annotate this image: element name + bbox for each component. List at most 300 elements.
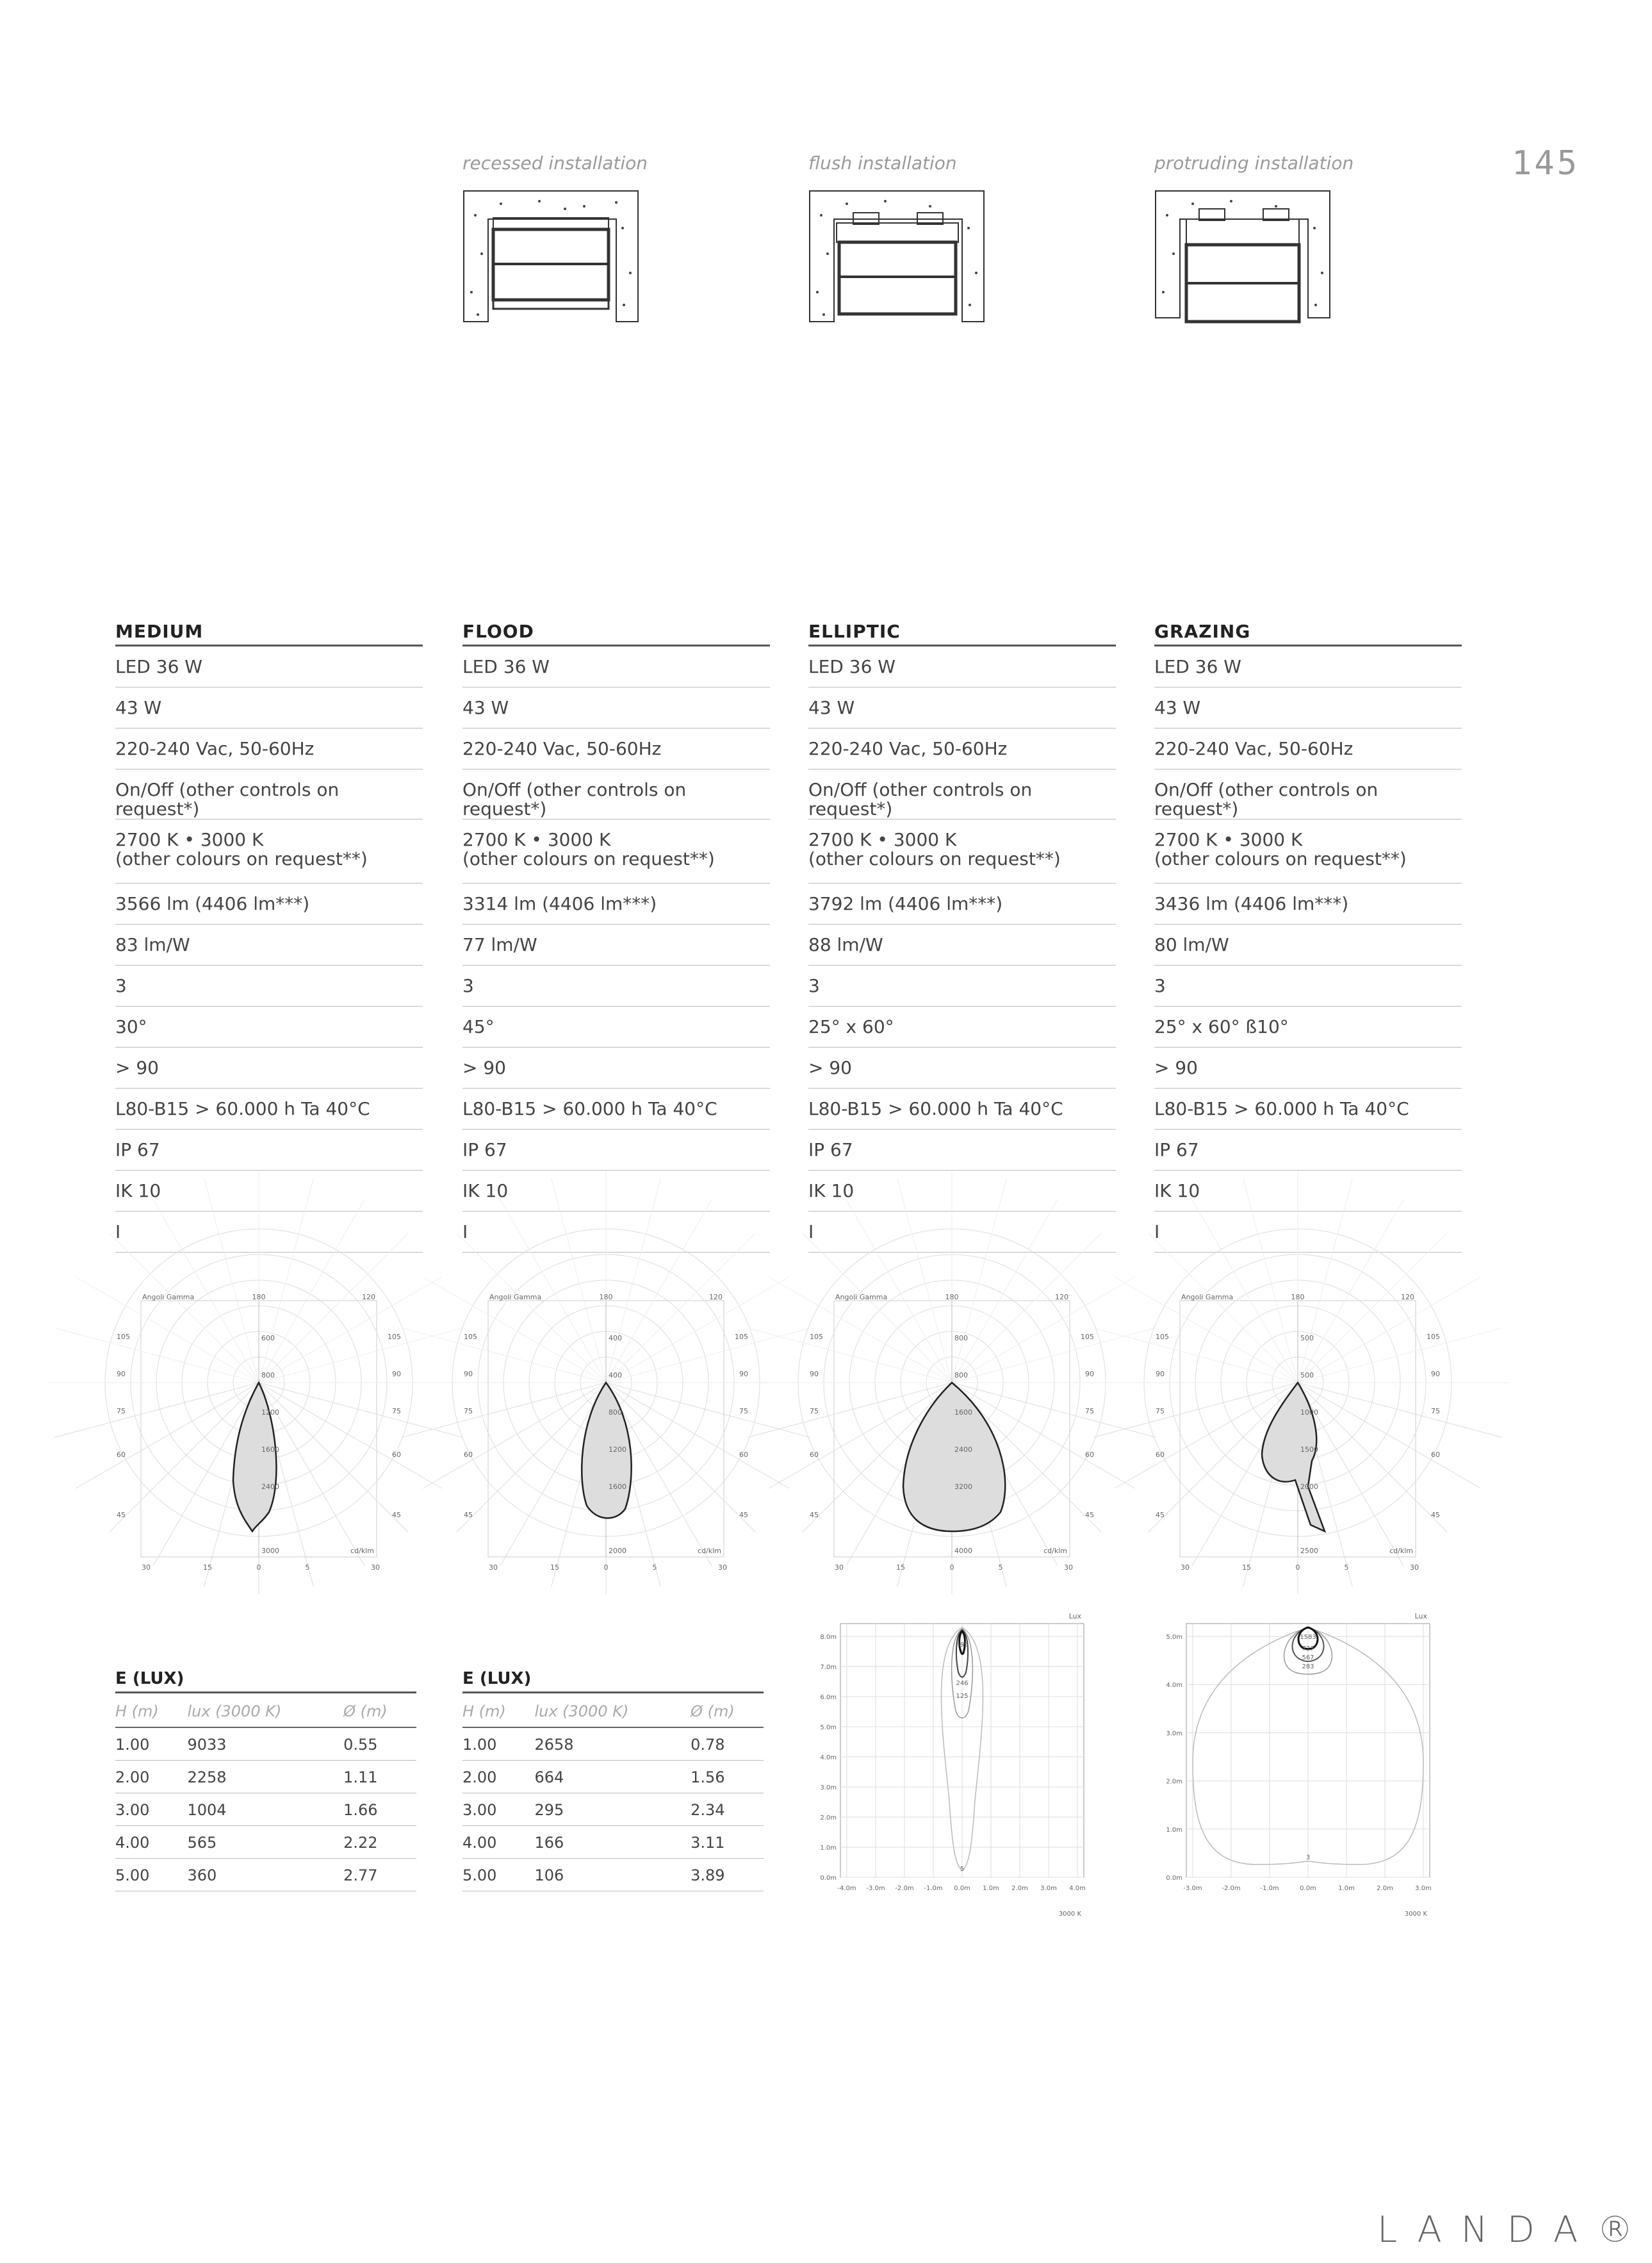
- isolux-x-label: 0.0m: [954, 1885, 970, 1892]
- polar-side-label: 90: [739, 1370, 748, 1378]
- isolux-y-label: 0.0m: [1166, 1875, 1182, 1882]
- isolux-x-label: 3.0m: [1415, 1885, 1432, 1892]
- isolux-x-label: 2.0m: [1011, 1885, 1028, 1892]
- spec-value: 83 lm/W: [115, 934, 190, 955]
- lux-table-cell: 2.00: [462, 1761, 534, 1793]
- polar-bottom-label: 30: [489, 1563, 498, 1572]
- isolux-x-label: 1.0m: [1338, 1885, 1355, 1892]
- isolux-unit: Lux: [1414, 1612, 1427, 1620]
- protruding-installation-drawing: [1154, 190, 1332, 334]
- isolux-contour-label: 495: [956, 1642, 969, 1649]
- polar-side-label: 45: [464, 1511, 473, 1519]
- spec-column-title: ELLIPTIC: [808, 619, 1116, 646]
- spec-value: I: [462, 1221, 468, 1242]
- spec-row: [462, 769, 770, 819]
- lux-table-title: E (LUX): [462, 1666, 764, 1693]
- spec-row: [115, 925, 423, 966]
- isolux-diagram-grazing: [1154, 1608, 1436, 1935]
- spec-row: [115, 884, 423, 925]
- polar-diagram: [115, 1294, 402, 1583]
- isolux-y-label: 0.0m: [820, 1875, 837, 1882]
- polar-top-label: 120: [362, 1293, 375, 1301]
- polar-bottom-label: 15: [203, 1563, 212, 1572]
- polar-bottom-label: 30: [142, 1563, 151, 1572]
- polar-bottom-label: 0: [949, 1563, 954, 1572]
- polar-ring-label: 2000: [1300, 1483, 1318, 1491]
- spec-value: 2700 K • 3000 K: [462, 829, 611, 850]
- polar-ring-label: 2400: [954, 1445, 972, 1454]
- polar-side-label: 105: [1156, 1333, 1169, 1341]
- polar-top-label: 180: [945, 1293, 959, 1301]
- polar-unit: cd/klm: [1389, 1547, 1413, 1555]
- lux-table-cell: 1.56: [691, 1761, 764, 1793]
- polar-side-label: 90: [392, 1370, 401, 1378]
- spec-value: 220-240 Vac, 50-60Hz: [1154, 738, 1353, 759]
- isolux-y-label: 2.0m: [820, 1815, 837, 1822]
- spec-value: L80-B15 > 60.000 h Ta 40°C: [462, 1098, 717, 1119]
- polar-bottom-label: 30: [1181, 1563, 1190, 1572]
- lux-table: [462, 1666, 764, 1891]
- polar-unit: cd/klm: [1043, 1547, 1067, 1555]
- table-row: [462, 1727, 764, 1761]
- lux-table-cell: 1004: [187, 1793, 343, 1826]
- polar-bottom-label: 15: [1242, 1563, 1251, 1572]
- polar-ring-label: 600: [261, 1334, 275, 1342]
- spec-value: L80-B15 > 60.000 h Ta 40°C: [1154, 1098, 1409, 1119]
- polar-side-label: 90: [1085, 1370, 1094, 1378]
- spec-value: > 90: [462, 1057, 506, 1078]
- lux-table-title: E (LUX): [115, 1666, 416, 1693]
- spec-value: 3: [808, 975, 820, 996]
- installation-label-flush: flush installation: [808, 152, 957, 174]
- polar-side-label: 45: [392, 1511, 401, 1519]
- polar-side-label: 75: [739, 1407, 748, 1415]
- installation-label-recessed: recessed installation: [462, 152, 648, 174]
- polar-top-label: 180: [1291, 1293, 1305, 1301]
- spec-row: [115, 728, 423, 769]
- installation-label-protruding: protruding installation: [1154, 152, 1354, 174]
- spec-row: [115, 1007, 423, 1048]
- spec-row: [462, 884, 770, 925]
- table-row: [462, 1793, 764, 1826]
- isolux-footer: 3000 K: [1058, 1911, 1081, 1918]
- spec-value: L80-B15 > 60.000 h Ta 40°C: [115, 1098, 370, 1119]
- spec-row: [1154, 687, 1462, 728]
- lux-table-cell: 5.00: [462, 1859, 534, 1891]
- spec-column-flood: [462, 619, 770, 1253]
- spec-value: 3: [115, 975, 127, 996]
- spec-value: L80-B15 > 60.000 h Ta 40°C: [808, 1098, 1063, 1119]
- table-row: [462, 1761, 764, 1793]
- lux-table-cell: 2.22: [343, 1826, 416, 1859]
- lux-table-cell: 565: [187, 1826, 343, 1859]
- polar-ring-label: 2500: [1300, 1547, 1318, 1555]
- isolux-x-label: 4.0m: [1069, 1885, 1086, 1892]
- polar-side-label: 45: [810, 1511, 819, 1519]
- spec-value: IK 10: [462, 1180, 509, 1201]
- spec-column-medium: [115, 619, 423, 1253]
- spec-row: [1154, 1212, 1462, 1253]
- spec-value: IP 67: [1154, 1139, 1199, 1160]
- spec-value: On/Off (other controls on request*): [1154, 779, 1378, 819]
- spec-value: IP 67: [115, 1139, 160, 1160]
- spec-row: [808, 1130, 1116, 1171]
- table-row: [115, 1761, 416, 1793]
- lux-table-cell: 9033: [187, 1727, 343, 1761]
- spec-value: 30°: [115, 1016, 147, 1037]
- lux-table-cell: 2.34: [691, 1793, 764, 1826]
- polar-side-label: 90: [810, 1370, 819, 1378]
- isolux-y-label: 8.0m: [820, 1634, 837, 1641]
- polar-side-label: 75: [810, 1407, 819, 1415]
- recessed-installation-drawing: [462, 190, 641, 331]
- lux-table-header: lux (3000 K): [534, 1693, 691, 1727]
- spec-value: I: [115, 1221, 121, 1242]
- spec-value: (other colours on request**): [115, 848, 368, 869]
- polar-ring-label: 500: [1300, 1334, 1314, 1342]
- spec-value: 43 W: [1154, 697, 1201, 718]
- spec-value: 220-240 Vac, 50-60Hz: [115, 738, 315, 759]
- isolux-contour-label: 1583: [1300, 1634, 1316, 1641]
- spec-row: [808, 687, 1116, 728]
- polar-side-label: 60: [810, 1451, 819, 1459]
- table-row: [462, 1826, 764, 1859]
- spec-column-title: MEDIUM: [115, 619, 423, 646]
- lux-table-cell: 3.00: [462, 1793, 534, 1826]
- spec-value: LED 36 W: [1154, 656, 1241, 677]
- spec-row: [115, 769, 423, 819]
- polar-diagram: [462, 1294, 749, 1583]
- polar-side-label: 60: [739, 1451, 748, 1459]
- page-number: 145: [1512, 144, 1580, 183]
- spec-row: [1154, 884, 1462, 925]
- polar-title: Angoli Gamma: [1181, 1293, 1234, 1301]
- spec-column-grazing: [1154, 619, 1462, 1253]
- isolux-y-label: 6.0m: [820, 1694, 837, 1701]
- isolux-y-label: 2.0m: [1166, 1778, 1182, 1786]
- lux-table-cell: 295: [534, 1793, 691, 1826]
- spec-row: [808, 1048, 1116, 1089]
- spec-value: 3: [1154, 975, 1166, 996]
- polar-side-label: 75: [392, 1407, 401, 1415]
- lux-table-cell: 3.11: [691, 1826, 764, 1859]
- isolux-x-label: 2.0m: [1377, 1885, 1393, 1892]
- polar-bottom-label: 30: [1410, 1563, 1419, 1572]
- polar-diagram: [1154, 1294, 1441, 1583]
- spec-value: IK 10: [115, 1180, 161, 1201]
- polar-ring-label: 4000: [954, 1547, 972, 1555]
- isolux-x-label: -2.0m: [1222, 1885, 1241, 1892]
- lux-table-cell: 5.00: [115, 1859, 187, 1891]
- spec-row: [462, 646, 770, 687]
- spec-value: IP 67: [808, 1139, 853, 1160]
- polar-ring-label: 500: [1300, 1371, 1314, 1379]
- spec-row: [462, 1130, 770, 1171]
- polar-top-label: 120: [1401, 1293, 1414, 1301]
- polar-side-label: 60: [117, 1451, 126, 1459]
- lux-table-cell: 2.77: [343, 1859, 416, 1891]
- polar-ring-label: 1600: [954, 1408, 972, 1417]
- lux-table-cell: 2.00: [115, 1761, 187, 1793]
- polar-ring-label: 400: [609, 1334, 622, 1342]
- spec-row: [462, 1048, 770, 1089]
- spec-value: IK 10: [808, 1180, 855, 1201]
- spec-row: [808, 966, 1116, 1007]
- polar-top-label: 180: [599, 1293, 613, 1301]
- spec-row: [462, 728, 770, 769]
- spec-row: [1154, 769, 1462, 819]
- spec-row: [462, 819, 770, 884]
- polar-side-label: 75: [464, 1407, 473, 1415]
- polar-side-label: 75: [1431, 1407, 1440, 1415]
- polar-side-label: 75: [1156, 1407, 1165, 1415]
- polar-bottom-label: 30: [718, 1563, 727, 1572]
- polar-side-label: 75: [1085, 1407, 1094, 1415]
- lux-table-cell: 2258: [187, 1761, 343, 1793]
- polar-side-label: 105: [810, 1333, 823, 1341]
- spec-value: (other colours on request**): [1154, 848, 1407, 869]
- lux-table-header: Ø (m): [691, 1693, 764, 1727]
- spec-row: [462, 966, 770, 1007]
- spec-row: [1154, 1048, 1462, 1089]
- spec-value: 25° x 60° ß10°: [1154, 1016, 1289, 1037]
- polar-side-label: 60: [464, 1451, 473, 1459]
- spec-value: > 90: [808, 1057, 852, 1078]
- spec-row: [115, 646, 423, 687]
- polar-side-label: 90: [117, 1370, 126, 1378]
- spec-value: 2700 K • 3000 K: [115, 829, 264, 850]
- polar-bottom-label: 15: [896, 1563, 905, 1572]
- spec-row: [115, 1212, 423, 1253]
- spec-value: 80 lm/W: [1154, 934, 1229, 955]
- isolux-y-label: 4.0m: [820, 1754, 837, 1761]
- polar-top-label: 120: [709, 1293, 723, 1301]
- spec-value: LED 36 W: [115, 656, 202, 677]
- polar-title: Angoli Gamma: [489, 1293, 542, 1301]
- isolux-x-label: -1.0m: [924, 1885, 943, 1892]
- spec-value: 43 W: [462, 697, 509, 718]
- polar-ring-label: 1200: [609, 1445, 626, 1454]
- isolux-contour-label: 125: [956, 1693, 969, 1700]
- polar-side-label: 60: [392, 1451, 401, 1459]
- spec-value: 2700 K • 3000 K: [808, 829, 957, 850]
- polar-title: Angoli Gamma: [835, 1293, 888, 1301]
- spec-row: [808, 1212, 1116, 1253]
- polar-ring-label: 2000: [609, 1547, 626, 1555]
- lux-table-cell: 4.00: [115, 1826, 187, 1859]
- spec-value: 3566 lm (4406 lm***): [115, 893, 310, 914]
- lux-table-cell: 3.89: [691, 1859, 764, 1891]
- polar-ring-label: 2400: [261, 1483, 279, 1491]
- spec-value: 88 lm/W: [808, 934, 883, 955]
- polar-side-label: 45: [739, 1511, 748, 1519]
- polar-side-label: 105: [735, 1333, 748, 1341]
- polar-side-label: 105: [1081, 1333, 1094, 1341]
- polar-side-label: 90: [1156, 1370, 1165, 1378]
- spec-row: [1154, 728, 1462, 769]
- polar-ring-label: 1200: [261, 1408, 279, 1417]
- spec-column-title: GRAZING: [1154, 619, 1462, 646]
- spec-value: 220-240 Vac, 50-60Hz: [808, 738, 1008, 759]
- brand-logo: LANDA®: [1377, 2209, 1652, 2251]
- spec-row: [808, 819, 1116, 884]
- isolux-contour-label: 283: [1302, 1663, 1314, 1670]
- polar-top-label: 120: [1055, 1293, 1068, 1301]
- spec-row: [462, 1007, 770, 1048]
- isolux-contour-label: 727: [1302, 1645, 1314, 1652]
- spec-row: [1154, 819, 1462, 884]
- isolux-y-label: 3.0m: [1166, 1730, 1182, 1738]
- polar-side-label: 90: [464, 1370, 473, 1378]
- polar-title: Angoli Gamma: [142, 1293, 195, 1301]
- lux-table-cell: 1.00: [115, 1727, 187, 1761]
- spec-row: [1154, 646, 1462, 687]
- table-row: [462, 1859, 764, 1891]
- lux-table-header: Ø (m): [343, 1693, 416, 1727]
- spec-value: (other colours on request**): [462, 848, 715, 869]
- lux-table-cell: 664: [534, 1761, 691, 1793]
- spec-value: 220-240 Vac, 50-60Hz: [462, 738, 662, 759]
- spec-row: [1154, 1171, 1462, 1212]
- polar-ring-label: 800: [954, 1334, 968, 1342]
- polar-ring-label: 1600: [609, 1483, 626, 1491]
- spec-value: (other colours on request**): [808, 848, 1061, 869]
- isolux-x-label: 1.0m: [983, 1885, 999, 1892]
- polar-bottom-label: 5: [1344, 1563, 1349, 1572]
- table-row: [115, 1859, 416, 1891]
- isolux-y-label: 1.0m: [1166, 1826, 1182, 1834]
- isolux-contour-label: 246: [956, 1680, 969, 1687]
- isolux-contour-label: 567: [1302, 1654, 1314, 1661]
- spec-row: [115, 966, 423, 1007]
- isolux-y-label: 7.0m: [820, 1664, 837, 1671]
- lux-table-cell: 2658: [534, 1727, 691, 1761]
- spec-value: 25° x 60°: [808, 1016, 894, 1037]
- polar-bottom-label: 30: [835, 1563, 844, 1572]
- lux-table-cell: 3.00: [115, 1793, 187, 1826]
- polar-bottom-label: 30: [1064, 1563, 1073, 1572]
- lux-table-header: lux (3000 K): [187, 1693, 343, 1727]
- spec-row: [808, 1089, 1116, 1130]
- isolux-x-label: -4.0m: [837, 1885, 856, 1892]
- spec-row: [1154, 1089, 1462, 1130]
- lux-table-header: H (m): [115, 1693, 187, 1727]
- spec-column-elliptic: [808, 619, 1116, 1253]
- table-row: [115, 1826, 416, 1859]
- polar-ring-label: 1600: [261, 1445, 279, 1454]
- spec-row: [115, 1130, 423, 1171]
- spec-row: [462, 1171, 770, 1212]
- spec-value: IP 67: [462, 1139, 507, 1160]
- polar-unit: cd/klm: [350, 1547, 374, 1555]
- spec-row: [462, 687, 770, 728]
- isolux-y-label: 1.0m: [820, 1845, 837, 1852]
- spec-row: [808, 925, 1116, 966]
- polar-side-label: 90: [1431, 1370, 1440, 1378]
- polar-ring-label: 800: [261, 1371, 275, 1379]
- polar-ring-label: 3000: [261, 1547, 279, 1555]
- isolux-footer: 3000 K: [1404, 1911, 1427, 1918]
- lux-table-cell: 4.00: [462, 1826, 534, 1859]
- spec-value: 3314 lm (4406 lm***): [462, 893, 657, 914]
- spec-value: 3436 lm (4406 lm***): [1154, 893, 1349, 914]
- polar-side-label: 45: [117, 1511, 126, 1519]
- spec-value: > 90: [115, 1057, 159, 1078]
- isolux-x-label: 0.0m: [1300, 1885, 1316, 1892]
- lux-table-cell: 0.55: [343, 1727, 416, 1761]
- spec-row: [115, 1171, 423, 1212]
- polar-ring-label: 800: [954, 1371, 968, 1379]
- spec-value: On/Off (other controls on request*): [462, 779, 687, 819]
- spec-value: On/Off (other controls on request*): [808, 779, 1033, 819]
- polar-side-label: 60: [1156, 1451, 1165, 1459]
- spec-value: 3: [462, 975, 474, 996]
- isolux-contour-label: 3: [1305, 1854, 1311, 1861]
- spec-value: 3792 lm (4406 lm***): [808, 893, 1003, 914]
- spec-value: 43 W: [808, 697, 855, 718]
- spec-value: 43 W: [115, 697, 162, 718]
- lux-table: [115, 1666, 416, 1891]
- polar-bottom-label: 5: [652, 1563, 657, 1572]
- spec-value: > 90: [1154, 1057, 1198, 1078]
- polar-side-label: 105: [1427, 1333, 1440, 1341]
- lux-table-header: H (m): [462, 1693, 534, 1727]
- polar-ring-label: 1000: [1300, 1408, 1318, 1417]
- isolux-x-label: 3.0m: [1040, 1885, 1057, 1892]
- polar-side-label: 105: [117, 1333, 130, 1341]
- spec-row: [462, 925, 770, 966]
- spec-value: LED 36 W: [808, 656, 896, 677]
- polar-bottom-label: 0: [1295, 1563, 1300, 1572]
- polar-ring-label: 1500: [1300, 1445, 1318, 1454]
- spec-row: [462, 1089, 770, 1130]
- spec-value: I: [808, 1221, 814, 1242]
- lux-table-cell: 106: [534, 1859, 691, 1891]
- spec-value: 45°: [462, 1016, 495, 1037]
- spec-column-title: FLOOD: [462, 619, 770, 646]
- spec-row: [115, 1048, 423, 1089]
- spec-row: [115, 1089, 423, 1130]
- polar-side-label: 45: [1085, 1511, 1094, 1519]
- polar-side-label: 75: [117, 1407, 126, 1415]
- flush-installation-drawing: [808, 190, 986, 331]
- spec-row: [115, 687, 423, 728]
- isolux-unit: Lux: [1068, 1612, 1081, 1620]
- polar-side-label: 60: [1431, 1451, 1440, 1459]
- spec-row: [1154, 966, 1462, 1007]
- spec-row: [808, 1171, 1116, 1212]
- spec-row: [808, 1007, 1116, 1048]
- polar-bottom-label: 5: [998, 1563, 1003, 1572]
- lux-table-cell: 166: [534, 1826, 691, 1859]
- isolux-x-label: -3.0m: [866, 1885, 885, 1892]
- spec-row: [808, 646, 1116, 687]
- spec-row: [808, 728, 1116, 769]
- isolux-y-label: 5.0m: [820, 1724, 837, 1731]
- polar-bottom-label: 30: [371, 1563, 380, 1572]
- lux-table-cell: 1.11: [343, 1761, 416, 1793]
- spec-row: [808, 769, 1116, 819]
- isolux-x-label: -2.0m: [895, 1885, 914, 1892]
- spec-value: On/Off (other controls on request*): [115, 779, 339, 819]
- spec-row: [1154, 925, 1462, 966]
- spec-row: [115, 819, 423, 884]
- isolux-y-label: 5.0m: [1166, 1634, 1182, 1641]
- lux-table-cell: 360: [187, 1859, 343, 1891]
- spec-value: 77 lm/W: [462, 934, 537, 955]
- table-row: [115, 1793, 416, 1826]
- polar-bottom-label: 0: [256, 1563, 261, 1572]
